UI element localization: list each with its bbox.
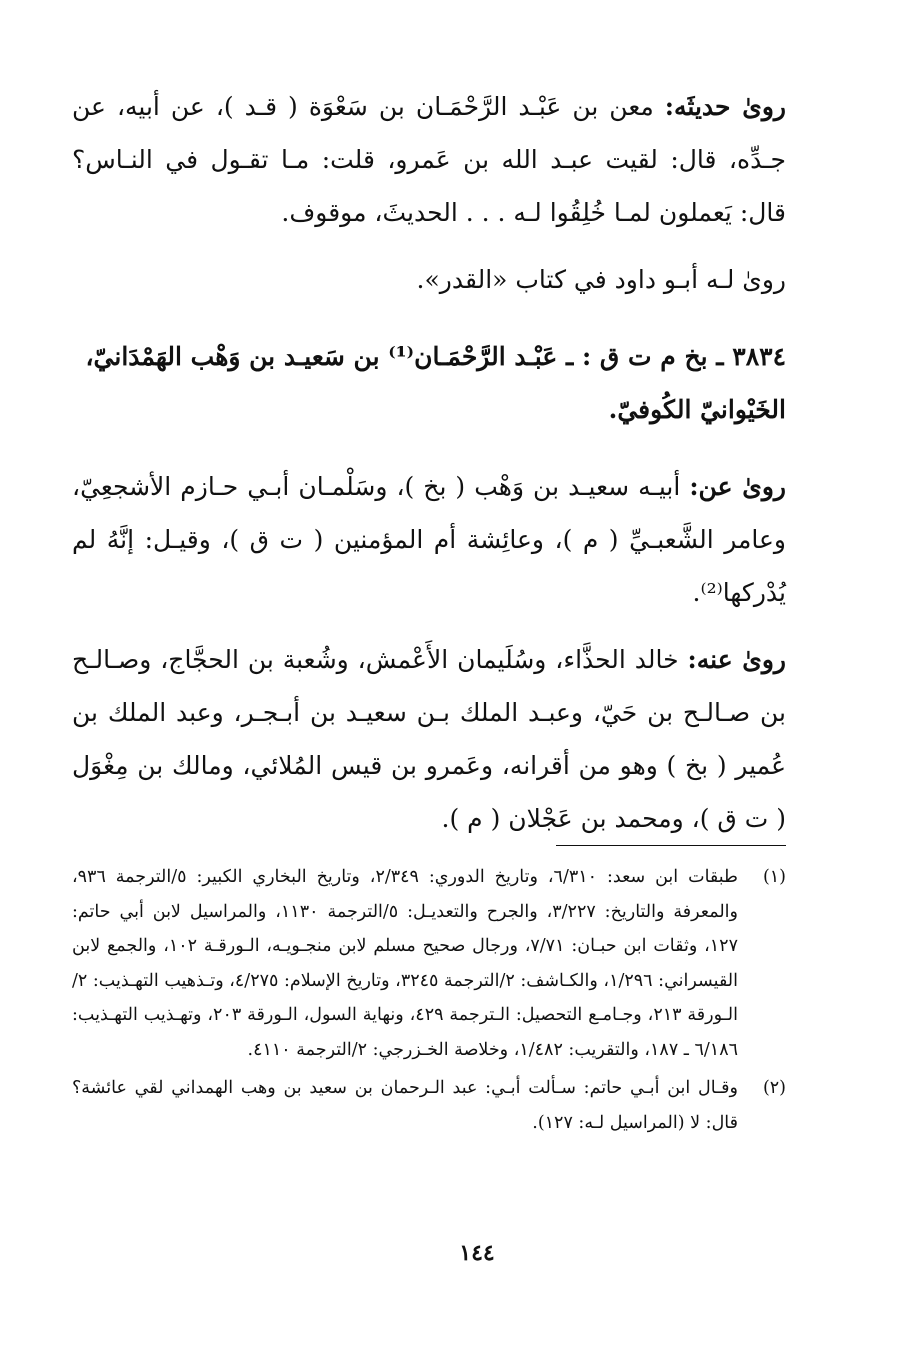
paragraph-narrated-by <box>72 633 786 845</box>
entry-heading: ٣٨٣٤ ـ بخ م ت ق : ـ عَبْـد الرَّحْمَـان⁽¹⁾ بن سَعيـد بن وَهْب الهَمْدَانيّ، الخَيْوانيّ الكُوفيّ. <box>85 342 786 424</box>
paragraph-lead: رویٰ حديثَه: <box>664 92 786 121</box>
paragraph-lead: رویٰ عن: <box>689 472 787 501</box>
paragraph-lead: رویٰ عنه: <box>687 645 786 674</box>
paragraph-narrated-from <box>72 460 786 619</box>
footnotes <box>72 860 786 1144</box>
spacer <box>72 450 786 460</box>
footnote-separator <box>556 845 786 846</box>
spacer <box>72 320 786 330</box>
footnote-2 <box>72 1071 786 1140</box>
footnote-number: (٢) <box>762 1078 786 1098</box>
paragraph-text: خالد الحذَّاء، وسُلَيمان الأَعْمش، وشُعبة بن الحجَّاج، وصـالـح بن صـالـح بن حَيّ، وعبـد الملك بـن سعيـد بن أبـجـر، وعبد الملك بن عُمير ( بخ ) وهو من أقرانه، وعَمرو بن قيس المُلائي، ومالك بن مِغْوَل ( ت ق )، ومحمد بن عَجْلان ( م ). <box>72 645 786 833</box>
footnote-1 <box>72 860 786 1067</box>
paragraph-abu-dawud <box>72 253 786 306</box>
paragraph-hadith <box>72 80 786 239</box>
paragraph-text: معن بن عَبْـد الرَّحْمَـان بن سَعْوَة ( قـد )، عن أبيه، عن جـدِّه، قال: لقيت عبـد الله بن عَمرو، قلت: مـا تقـول في النـاس؟ قال: يَعملون لمـا خُلِقُوا لـه . . . الحديثَ، موقوف. <box>72 92 786 227</box>
footnote-text: طبقات ابن سعد: ٦/٣١٠، وتاريخ الدوري: ٢/٣٤٩، وتاريخ البخاري الكبير: ٥/الترجمة ٩٣٦، والمعرفة والتاريخ: ٣/٢٢٧، والجرح والتعديـل: ٥/الترجمة ١١٣٠، والمراسيل لابن أبي حاتم: ١٢٧، وثقات ابن حبـان: ٧/٧١، ورجال صحيح مسلم لابن منجـويـه، الـورقـة ١٠٢، والجمع لابن القيسراني: ١/٢٩٦، والكـاشف: ٢/الترجمة ٣٢٤٥، وتاريخ الإسلام: ٤/٢٧٥، وتـذهيب التهـذيب: ٢/الـورقة ٢١٣، وجـامـع التحصيل: الـترجمة ٤٢٩، ونهاية السول، الـورقة ٢٠٣، وتهـذيب التهـذيب: ٦/١٨٦ ـ ١٨٧، والتقريب: ١/٤٨٢، وخلاصة الخـزرجي: ٢/الترجمة ٤١١٠. <box>72 867 738 1060</box>
paragraph-text: رویٰ لـه أبـو داود في كتاب «القدر». <box>416 265 786 294</box>
footnote-text: وقـال ابن أبـي حاتم: سـألت أبـي: عبد الـرحمان بن سعيد بن وهب الهمداني لقي عائشة؟ قال: لا (المراسيل لـه: ١٢٧). <box>72 1078 738 1133</box>
paragraph-text: أبيـه سعيـد بن وَهْب ( بخ )، وسَلْمـان أبـي حـازم الأشجعِيّ، وعامر الشَّعبـيِّ ( م )، وعائِشة أم المؤمنين ( ت ق )، وقيـل: إنَّهُ لم يُدْركها⁽²⁾. <box>72 472 786 607</box>
footnote-number: (١) <box>762 867 786 887</box>
page-number: ١٤٤ <box>459 1240 495 1266</box>
main-text <box>72 80 786 859</box>
